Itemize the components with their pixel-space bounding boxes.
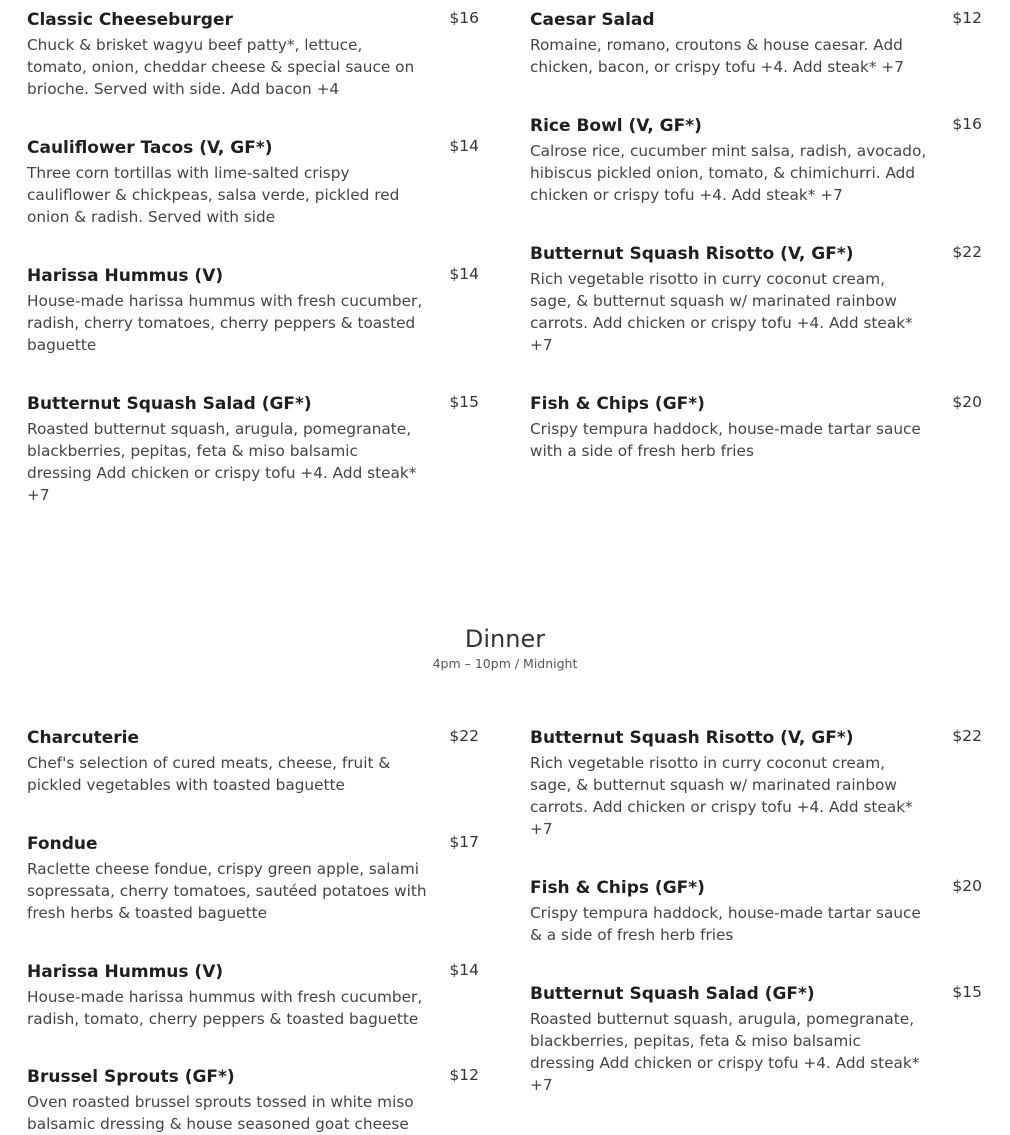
section-hours: 4pm – 10pm / Midnight [432,656,578,671]
item-name: Rice Bowl (V, GF*) [530,116,702,136]
item-price: $12 [449,1066,479,1084]
item-price: $12 [952,9,982,27]
item-price: $16 [952,115,982,133]
item-description: House-made harissa hummus with fresh cucumber, radish, cherry tomatoes, cherry peppers & toasted baguette [27,292,423,354]
item-description: Rich vegetable risotto in curry coconut cream, sage, & butternut squash w/ marinated rainbow carrots. Add chicken or crispy tofu +4. Add steak* +7 [530,754,913,838]
item-price: $22 [449,727,479,745]
item-description: House-made harissa hummus with fresh cucumber, radish, tomato, cherry peppers & toasted baguette [27,988,423,1028]
item-name: Butternut Squash Salad (GF*) [530,984,815,1004]
section-title: Dinner [464,625,546,653]
item-name: Charcuterie [27,728,140,748]
item-name: Butternut Squash Risotto (V, GF*) [530,728,854,748]
item-price: $22 [952,727,982,745]
item-name: Fondue [27,834,98,854]
item-description: Crispy tempura haddock, house-made tartar sauce & a side of fresh herb fries [530,904,921,944]
item-price: $15 [952,983,982,1001]
item-name: Butternut Squash Risotto (V, GF*) [530,244,854,264]
item-description: Chef's selection of cured meats, cheese, fruit & pickled vegetables with toasted baguette [27,754,391,794]
item-name: Caesar Salad [530,10,655,30]
item-name: Harissa Hummus (V) [27,962,224,982]
item-name: Classic Cheeseburger [27,10,233,30]
item-description: Chuck & brisket wagyu beef patty*, lettuce, tomato, onion, cheddar cheese & special sauce on brioche. Served with side. Add bacon +4 [27,36,415,98]
item-name: Butternut Squash Salad (GF*) [27,394,312,414]
item-price: $14 [449,137,479,155]
item-price: $20 [952,877,982,895]
item-description: Roasted butternut squash, arugula, pomegranate, blackberries, pepitas, feta & miso balsamic dressing Add chicken or crispy tofu +4. Add steak* +7 [530,1010,920,1094]
item-price: $16 [449,9,479,27]
item-description: Rich vegetable risotto in curry coconut cream, sage, & butternut squash w/ marinated rainbow carrots. Add chicken or crispy tofu +4. Add steak* +7 [530,270,913,354]
item-price: $14 [449,265,479,283]
item-description: Crispy tempura haddock, house-made tartar sauce with a side of fresh herb fries [530,420,921,460]
item-name: Fish & Chips (GF*) [530,878,705,898]
item-price: $14 [449,961,479,979]
item-description: Calrose rice, cucumber mint salsa, radish, avocado, hibiscus pickled onion, tomato, & chimichurri. Add chicken or crispy tofu +4. Add steak* +7 [530,142,927,204]
item-name: Harissa Hummus (V) [27,266,224,286]
item-price: $17 [449,833,479,851]
item-description: Three corn tortillas with lime-salted crispy cauliflower & chickpeas, salsa verde, pickled red onion & radish. Served with side [27,164,400,226]
item-price: $15 [449,393,479,411]
item-description: Romaine, romano, croutons & house caesar. Add chicken, bacon, or crispy tofu +4. Add steak* +7 [530,36,904,76]
item-description: Raclette cheese fondue, crispy green apple, salami sopressata, cherry tomatoes, sautéed potatoes with fresh herbs & toasted baguette [27,860,427,922]
item-description: Roasted butternut squash, arugula, pomegranate, blackberries, pepitas, feta & miso balsamic dressing Add chicken or crispy tofu +4. Add steak* +7 [27,420,417,504]
item-price: $20 [952,393,982,411]
dinner-header [0,624,1010,673]
item-name: Fish & Chips (GF*) [530,394,705,414]
item-price: $22 [952,243,982,261]
item-name: Brussel Sprouts (GF*) [27,1067,235,1087]
item-name: Cauliflower Tacos (V, GF*) [27,138,273,158]
item-description: Oven roasted brussel sprouts tossed in white miso balsamic dressing & house seasoned goat cheese [27,1093,414,1133]
